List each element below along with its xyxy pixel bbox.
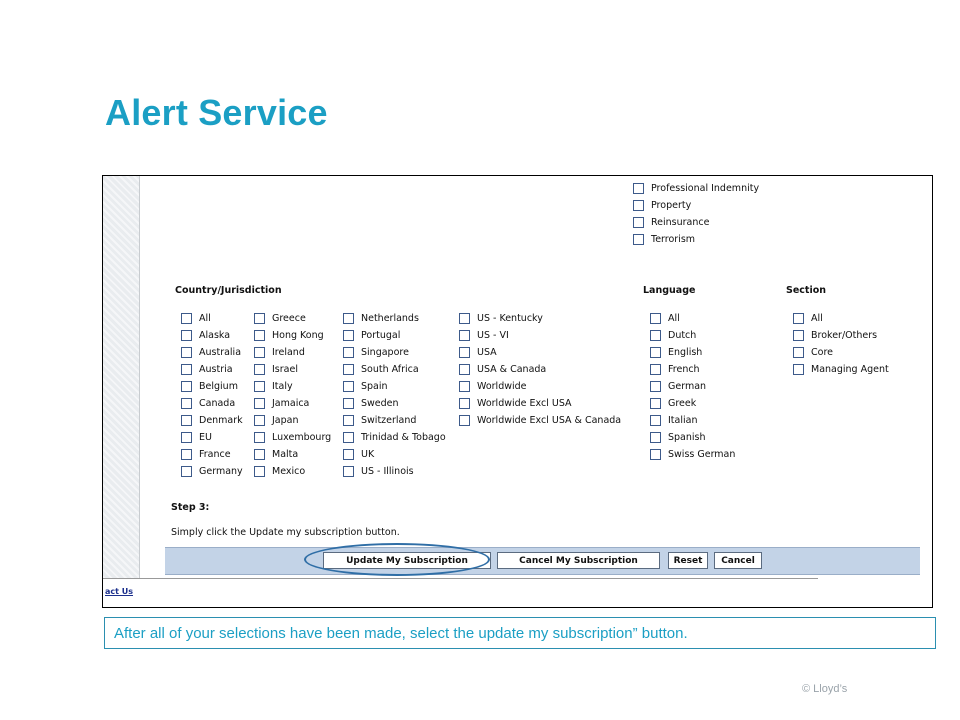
country-option-label: Austria (199, 364, 233, 375)
slide-title: Alert Service (105, 92, 328, 133)
country-option[interactable] (459, 327, 621, 344)
language-option[interactable] (650, 395, 735, 412)
country-option[interactable] (343, 446, 446, 463)
country-option[interactable] (254, 429, 331, 446)
country-option[interactable] (343, 463, 446, 480)
step3-heading: Step 3: (171, 502, 210, 513)
section-options (793, 310, 889, 378)
country-option-label: Greece (272, 313, 306, 324)
divider (103, 578, 818, 579)
country-checkbox[interactable] (254, 398, 265, 409)
country-option-label: Alaska (199, 330, 231, 341)
country-option[interactable] (343, 412, 446, 429)
country-option-label: US - Kentucky (477, 313, 543, 324)
country-checkbox[interactable] (343, 330, 354, 341)
country-option-label: Trinidad & Tobago (361, 432, 446, 443)
country-option[interactable] (343, 327, 446, 344)
section-checkbox[interactable] (793, 330, 804, 341)
country-checkbox[interactable] (343, 381, 354, 392)
country-checkbox[interactable] (343, 432, 354, 443)
country-option[interactable] (254, 361, 331, 378)
section-option-label: Broker/Others (811, 330, 878, 341)
country-option-label: Worldwide Excl USA (477, 398, 572, 409)
country-option-label: Denmark (199, 415, 243, 426)
language-option-label: Spanish (668, 432, 706, 443)
section-option-label: All (811, 313, 823, 324)
country-checkbox[interactable] (343, 347, 354, 358)
section-option-label: Core (811, 347, 833, 358)
country-checkbox[interactable] (343, 364, 354, 375)
left-nav-strip (103, 176, 140, 578)
country-column-1 (181, 310, 243, 480)
country-option-label: Portugal (361, 330, 401, 341)
country-checkbox[interactable] (459, 347, 470, 358)
language-checkbox[interactable] (650, 449, 661, 460)
country-option-label: Spain (361, 381, 388, 392)
country-option[interactable] (181, 361, 243, 378)
country-checkbox[interactable] (181, 449, 192, 460)
country-option[interactable] (459, 361, 621, 378)
country-checkbox[interactable] (254, 347, 265, 358)
country-option[interactable] (254, 463, 331, 480)
class-option-label: Property (651, 200, 692, 211)
update-subscription-button[interactable]: Update My Subscription (323, 552, 491, 569)
caption-box (104, 617, 936, 649)
language-option[interactable] (650, 327, 735, 344)
language-checkbox[interactable] (650, 330, 661, 341)
section-option[interactable] (793, 361, 889, 378)
country-option-label: Australia (199, 347, 242, 358)
country-option-label: Mexico (272, 466, 306, 477)
country-option[interactable] (181, 412, 243, 429)
country-option-label: Italy (272, 381, 293, 392)
country-option[interactable] (459, 310, 621, 327)
country-option[interactable] (181, 429, 243, 446)
class-option[interactable] (633, 180, 759, 197)
country-option-label: Sweden (361, 398, 399, 409)
language-heading: Language (643, 285, 696, 296)
language-option[interactable] (650, 361, 735, 378)
class-option-label: Reinsurance (651, 217, 710, 228)
country-option-label: Belgium (199, 381, 238, 392)
country-checkbox[interactable] (181, 466, 192, 477)
reset-button[interactable]: Reset (668, 552, 708, 569)
country-checkbox[interactable] (254, 381, 265, 392)
country-checkbox[interactable] (254, 432, 265, 443)
country-option[interactable] (254, 310, 331, 327)
country-option-label: Luxembourg (272, 432, 332, 443)
country-checkbox[interactable] (181, 415, 192, 426)
language-checkbox[interactable] (650, 415, 661, 426)
language-option-label: English (668, 347, 703, 358)
country-option-label: USA (477, 347, 497, 358)
country-option[interactable] (181, 310, 243, 327)
class-option[interactable] (633, 197, 759, 214)
country-option[interactable] (254, 412, 331, 429)
country-option[interactable] (254, 395, 331, 412)
country-checkbox[interactable] (459, 364, 470, 375)
country-option[interactable] (343, 361, 446, 378)
language-option[interactable] (650, 344, 735, 361)
country-option-label: South Africa (361, 364, 419, 375)
country-option-label: Worldwide Excl USA & Canada (477, 415, 622, 426)
language-option-label: All (668, 313, 680, 324)
country-heading: Country/Jurisdiction (175, 285, 282, 296)
language-option-label: French (668, 364, 700, 375)
country-option-label: Switzerland (361, 415, 417, 426)
contact-us-link[interactable]: act Us (105, 587, 134, 596)
language-checkbox[interactable] (650, 364, 661, 375)
country-checkbox[interactable] (343, 415, 354, 426)
country-column-2 (254, 310, 331, 480)
country-checkbox[interactable] (459, 313, 470, 324)
language-option[interactable] (650, 446, 735, 463)
country-option[interactable] (343, 395, 446, 412)
class-checkbox[interactable] (633, 200, 644, 211)
country-checkbox[interactable] (181, 364, 192, 375)
section-option-label: Managing Agent (811, 364, 889, 375)
class-checkbox[interactable] (633, 183, 644, 194)
country-option[interactable] (343, 429, 446, 446)
country-option-label: All (199, 313, 211, 324)
country-checkbox[interactable] (181, 432, 192, 443)
country-checkbox[interactable] (254, 449, 265, 460)
country-option[interactable] (459, 378, 621, 395)
country-option-label: Jamaica (272, 398, 310, 409)
country-checkbox[interactable] (181, 347, 192, 358)
country-option[interactable] (181, 344, 243, 361)
country-checkbox[interactable] (181, 313, 192, 324)
country-option[interactable] (254, 327, 331, 344)
country-option-label: EU (199, 432, 212, 443)
section-checkbox[interactable] (793, 364, 804, 375)
language-option-label: Dutch (668, 330, 697, 341)
language-option[interactable] (650, 429, 735, 446)
language-options (650, 310, 735, 463)
language-checkbox[interactable] (650, 381, 661, 392)
cancel-subscription-button[interactable]: Cancel My Subscription (497, 552, 660, 569)
language-checkbox[interactable] (650, 347, 661, 358)
class-option[interactable] (633, 214, 759, 231)
class-options (633, 180, 759, 248)
country-option-label: Germany (199, 466, 243, 477)
country-option[interactable] (181, 446, 243, 463)
country-option-label: Canada (199, 398, 236, 409)
language-option[interactable] (650, 412, 735, 429)
class-checkbox[interactable] (633, 217, 644, 228)
country-option-label: Israel (272, 364, 298, 375)
country-option[interactable] (181, 463, 243, 480)
step3-instruction: Simply click the Update my subscription button. (171, 527, 400, 538)
section-heading: Section (786, 285, 827, 296)
country-option-label: Ireland (272, 347, 305, 358)
country-checkbox[interactable] (254, 313, 265, 324)
country-option[interactable] (343, 310, 446, 327)
country-option[interactable] (254, 446, 331, 463)
button-bar (165, 547, 920, 575)
country-checkbox[interactable] (254, 364, 265, 375)
section-option[interactable] (793, 344, 889, 361)
section-option[interactable] (793, 327, 889, 344)
country-option-label: Malta (272, 449, 299, 460)
language-option[interactable] (650, 378, 735, 395)
section-checkbox[interactable] (793, 313, 804, 324)
country-option[interactable] (181, 395, 243, 412)
country-checkbox[interactable] (343, 313, 354, 324)
country-column-3 (343, 310, 446, 480)
class-checkbox[interactable] (633, 234, 644, 245)
cancel-button[interactable]: Cancel (714, 552, 762, 569)
country-checkbox[interactable] (181, 330, 192, 341)
country-option[interactable] (254, 378, 331, 395)
copyright: © Lloyd’s (802, 683, 848, 695)
country-option-label: Japan (272, 415, 299, 426)
country-checkbox[interactable] (459, 415, 470, 426)
class-option-label: Professional Indemnity (651, 183, 760, 194)
country-option[interactable] (343, 378, 446, 395)
language-option-label: Italian (668, 415, 698, 426)
country-option[interactable] (254, 344, 331, 361)
country-checkbox[interactable] (254, 466, 265, 477)
class-option-label: Terrorism (651, 234, 696, 245)
country-checkbox[interactable] (343, 466, 354, 477)
country-option-label: Hong Kong (272, 330, 324, 341)
screenshot-panel (102, 175, 933, 608)
language-checkbox[interactable] (650, 313, 661, 324)
country-column-4 (459, 310, 621, 429)
language-option-label: Greek (668, 398, 697, 409)
section-checkbox[interactable] (793, 347, 804, 358)
country-checkbox[interactable] (459, 330, 470, 341)
country-option-label: France (199, 449, 231, 460)
country-option-label: UK (361, 449, 375, 460)
country-option[interactable] (181, 378, 243, 395)
country-checkbox[interactable] (343, 449, 354, 460)
country-option-label: Worldwide (477, 381, 527, 392)
country-option[interactable] (459, 344, 621, 361)
country-option[interactable] (459, 395, 621, 412)
class-option[interactable] (633, 231, 759, 248)
language-option[interactable] (650, 310, 735, 327)
country-option-label: US - Illinois (361, 466, 414, 477)
language-checkbox[interactable] (650, 398, 661, 409)
country-option[interactable] (181, 327, 243, 344)
country-checkbox[interactable] (459, 398, 470, 409)
country-option[interactable] (343, 344, 446, 361)
country-option[interactable] (459, 412, 621, 429)
country-option-label: USA & Canada (477, 364, 547, 375)
caption-text: After all of your selections have been made, select the update my subscription” button. (114, 624, 688, 642)
country-checkbox[interactable] (181, 398, 192, 409)
country-option-label: Netherlands (361, 313, 419, 324)
language-option-label: Swiss German (668, 449, 736, 460)
country-checkbox[interactable] (254, 330, 265, 341)
country-checkbox[interactable] (254, 415, 265, 426)
country-option-label: US - VI (477, 330, 509, 341)
language-option-label: German (668, 381, 707, 392)
country-checkbox[interactable] (459, 381, 470, 392)
language-checkbox[interactable] (650, 432, 661, 443)
country-option-label: Singapore (361, 347, 409, 358)
country-checkbox[interactable] (181, 381, 192, 392)
country-checkbox[interactable] (343, 398, 354, 409)
section-option[interactable] (793, 310, 889, 327)
